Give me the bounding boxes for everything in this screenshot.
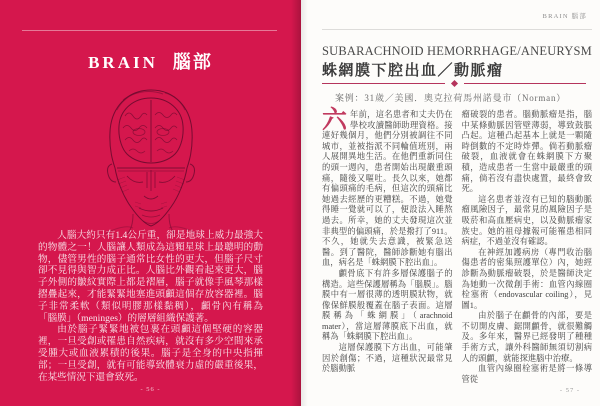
chapter-title-zh: 腦部 [172,52,213,72]
divider-line [322,83,445,84]
article-column-1 [322,107,453,385]
body-paragraph: 瘤破裂的患者。腦動脈瘤是指，腦中某條動脈因管壁薄弱，導致鼓脹凸起。這種凸起基本上就是一顆隨時倒數的不定時炸彈。倘若動脈瘤破裂，血液就會在蛛網膜下方聚積，造成患者一生當中最嚴重的頭痛，倘若沒有盡快處置，最終會致死。 [461,110,592,194]
divider-line [464,83,587,84]
article-body [322,107,592,385]
article-title-zh: 蛛網膜下腔出血／動脈瘤 [322,63,504,79]
intro-paragraph: 由於腦子緊緊地被包裹在頭顱這個堅硬的容器裡，一旦受創或罹患自然疾病，就沒有多少空間來承受腫大或血液累積的後果。腦子是全身的中央指揮部；一旦受創，就有可能導致體衰力虛的嚴重後果，在某些情況下還會致死。 [38,324,263,383]
running-header: BRAIN 腦部 [542,13,587,20]
chapter-title [0,48,301,74]
ornament-divider [322,81,586,86]
body-paragraph: 顱骨底下有許多層保護腦子的構造。這些保護層稱為「腦膜」。腦膜中有一層很薄的透明膜狀物，就像保鮮膜般覆蓋在腦子表面。這層膜稱為「蛛網膜」（arachnoid mater），當這層薄膜底下出血，就稱為「蛛網膜下腔出血」。 [322,268,453,342]
diamond-ornament-icon [450,80,457,87]
header-rule [322,29,592,30]
right-page-article [301,0,600,406]
page-number-left: - 56 - [140,386,161,393]
dropcap: 六 [322,107,348,134]
body-paragraph: 在神經加護病房（專門收治腦傷患者的密集照護單位）內，她經診斷為動脈瘤破裂，於是醫師決定為她動一次微創手術：血管內線圈栓塞術（endovascular coiling），見圖1。 [461,247,592,310]
article-title-en: SUBARACHNOID HEMORRHAGE/ANEURYSM [322,44,592,58]
article-column-2 [462,110,593,385]
body-paragraph: 這層保護膜下方出血，可能肇因於創傷；不過，這種狀況最常見於腦動脈 [322,343,453,374]
case-summary-line: 案例：31歲／美國．奧克拉荷馬州諾曼市（Norman） [334,93,567,103]
page-number-right: - 57 - [559,387,580,394]
chapter-title-en: BRAIN [88,53,158,72]
body-paragraph [322,107,453,269]
chapter-intro-text [38,230,263,383]
body-paragraph: 血管內線圈栓塞術是將一條導管從 [461,364,592,384]
top-rule [22,30,277,31]
body-paragraph: 由於腦子在顱骨的內部，要是不切開皮膚、鋸開顱骨，就很難觸及。多年來，醫界已經發明了種種手術方式，讓外科醫師無須切割病人的頭顱，就能探進腦中治療。 [461,311,592,363]
head-brain-illustration [87,84,215,234]
paragraph-text: 年前，這名患者和丈夫仍在學校攻讀醫師助理資格。接連好幾個月，他們分別被調往不同城市，並被指派不同輪值班別，兩人展開異地生活。在他們重新同住的頭一週內，患者開始出現嚴重頭痛，隨後又嘔吐。長久以來，她都有偏頭痛的毛病，但這次的頭痛比她過去經歷的更糟糕。不過，她覺得睡一覺就可以了，便設法入睡熬過去。所幸，她的丈夫發現這次並非典型的偏頭痛，於是撥打了911。不久，她就失去意識，被緊急送醫。到了醫院，醫師診斷她有腦出血，病名是「蛛網膜下腔出血」。 [322,110,453,268]
body-paragraph: 這名患者並沒有已知的腦動脈瘤風險因子，最常見的風險因子是吸菸和高血壓病史，以及動脈瘤家族史。她的祖母據報可能罹患相同病症，不過並沒有確認。 [461,194,592,247]
intro-paragraph: 人腦大約只有1.4公斤重，卻是地球上威力最強大的物體之一！人腦讓人類成為這顆星球上最聰明的動物，儘管男性的腦子通常比女性的更大，但腦子尺寸卻不見得與智力成正比。人腦比外觀看起來更大，腦子外側的皺紋實際上都是褶層，腦子就像手風琴那樣摺疊起來，才能緊緊地塞進頭顱這個存放容器裡。腦子非常柔軟（類似明膠那樣黏稠），顱骨內有稱為「腦膜」（meninges）的層層組織保護著。 [38,230,263,324]
